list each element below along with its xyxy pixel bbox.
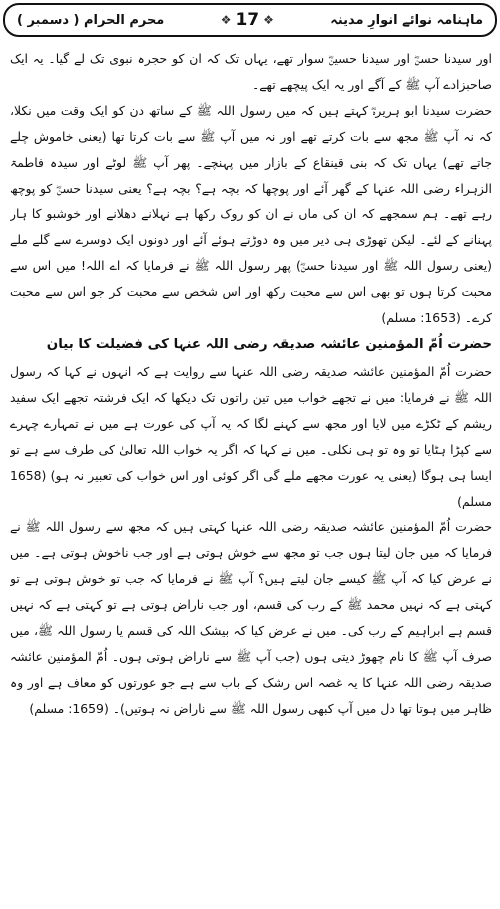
article-body [10,46,492,904]
paragraph-intro: اور سیدنا حسنؓ اور سیدنا حسینؓ سوار تھے، یہاں تک کہ ان کو حجرہ نبوی تک لے گیا۔ یہ ایک صاحبزادے آپ ﷺ کے آگے اور یہ ایک پیچھے تھے۔ [10,51,492,92]
section-heading: حضرت اُمّ المؤمنین عائشہ صدیقہ رضی اللہ عنہا کی فضیلت کا بیان [46,336,492,352]
magazine-title: ماہنامہ نوائے انوارِ مدینہ [330,12,483,28]
page-header [3,3,497,37]
paragraph-abu-hurairah: حضرت سیدنا ابو ہریرہؓ کہتے ہیں کہ میں رسول اللہ ﷺ کے ساتھ دن کو ایک وقت میں نکلا، کہ نہ آپ ﷺ مجھ سے بات کرتے تھے اور نہ میں آپ ﷺ سے بات کرتا تھا (یعنی خاموش چلے جاتے تھے) یہاں تک کہ بنی قینقاع کے بازار میں پہنچے۔ پھر آپ ﷺ لوٹے اور سیدہ فاطمۃ الزہراء رضی اللہ عنہا کے گھر آئے اور پوچھا کہ بچہ ہے؟ بچہ ہے؟ یعنی سیدنا حسنؓ کو پوچھ رہے تھے۔ ہم سمجھے کہ ان کی ماں نے ان کو روک رکھا ہے نہلانے دھلانے اور خوشبو کا ہار پہنانے کے لئے۔ لیکن تھوڑی ہی دیر میں وہ دوڑتے ہوئے آئے اور دونوں ایک دوسرے سے گلے ملے (یعنی رسول اللہ ﷺ اور سیدنا حسنؓ) پھر رسول اللہ ﷺ نے فرمایا کہ اے اللہ! میں اس سے محبت کرتا ہوں تو بھی اس سے محبت رکھ اور اس شخص سے محبت کر جو اس سے محبت کرے۔ (1653: مسلم) [10,102,492,326]
issue-date: محرم الحرام ( دسمبر ) [17,12,165,28]
page-number-block [221,10,274,30]
ornament-icon: ❖ [263,13,274,27]
ornament-icon: ❖ [220,13,232,27]
page-number: 17 [235,10,260,30]
paragraph-pleased-displeased: حضرت اُمّ المؤمنین عائشہ صدیقہ رضی اللہ عنہا کہتی ہیں کہ مجھ سے رسول اللہ ﷺ نے فرمایا کہ میں جان لیتا ہوں جب تو مجھ سے خوش ہوتی ہے اور جب ناخوش ہوتی ہے۔ میں نے عرض کیا کہ آپ ﷺ کیسے جان لیتے ہیں؟ آپ ﷺ نے فرمایا کہ جب تو خوش ہوتی ہے تو کہتی ہے کہ نہیں محمد ﷺ کے رب کی قسم، اور جب ناراض ہوتی ہے تو کہتی ہے کہ نہیں قسم ہے ابراہیم کے رب کی۔ میں نے عرض کیا کہ بیشک اللہ کی قسم یا رسول اللہ ﷺ، میں صرف آپ ﷺ کا نام چھوڑ دیتی ہوں (جب آپ ﷺ سے ناراض ہوتی ہوں۔ اُمّ المؤمنین عائشہ صدیقہ رضی اللہ عنہا کا یہ غصہ اس رشک کے باب سے ہے جو عورتوں کو معاف ہے اور وہ ظاہر میں ہوتا تھا دل میں آپ کبھی رسول اللہ ﷺ سے ناراض نہ ہوتیں)۔ (1659: مسلم) [10,519,492,716]
paragraph-dream: حضرت اُمّ المؤمنین عائشہ صدیقہ رضی اللہ عنہا سے روایت ہے کہ انہوں نے کہا کہ رسول اللہ ﷺ نے فرمایا: میں نے تجھے خواب میں تین راتوں تک دیکھا کہ ایک فرشتہ تجھے ایک سفید ریشم کے ٹکڑے میں لایا اور مجھ سے کہنے لگا کہ یہ آپ کی عورت ہے میں نے تمہارے چہرے سے کپڑا ہٹایا تو وہ تو ہی نکلی۔ میں نے کہا کہ اگر یہ خواب اللہ تعالیٰ کی طرف سے ہے تو ایسا ہی ہوگا (یعنی یہ عورت مجھے ملے گی اگر کوئی اور اس خواب کی تعبیر نہ ہو) (1658 مسلم) [10,363,492,509]
